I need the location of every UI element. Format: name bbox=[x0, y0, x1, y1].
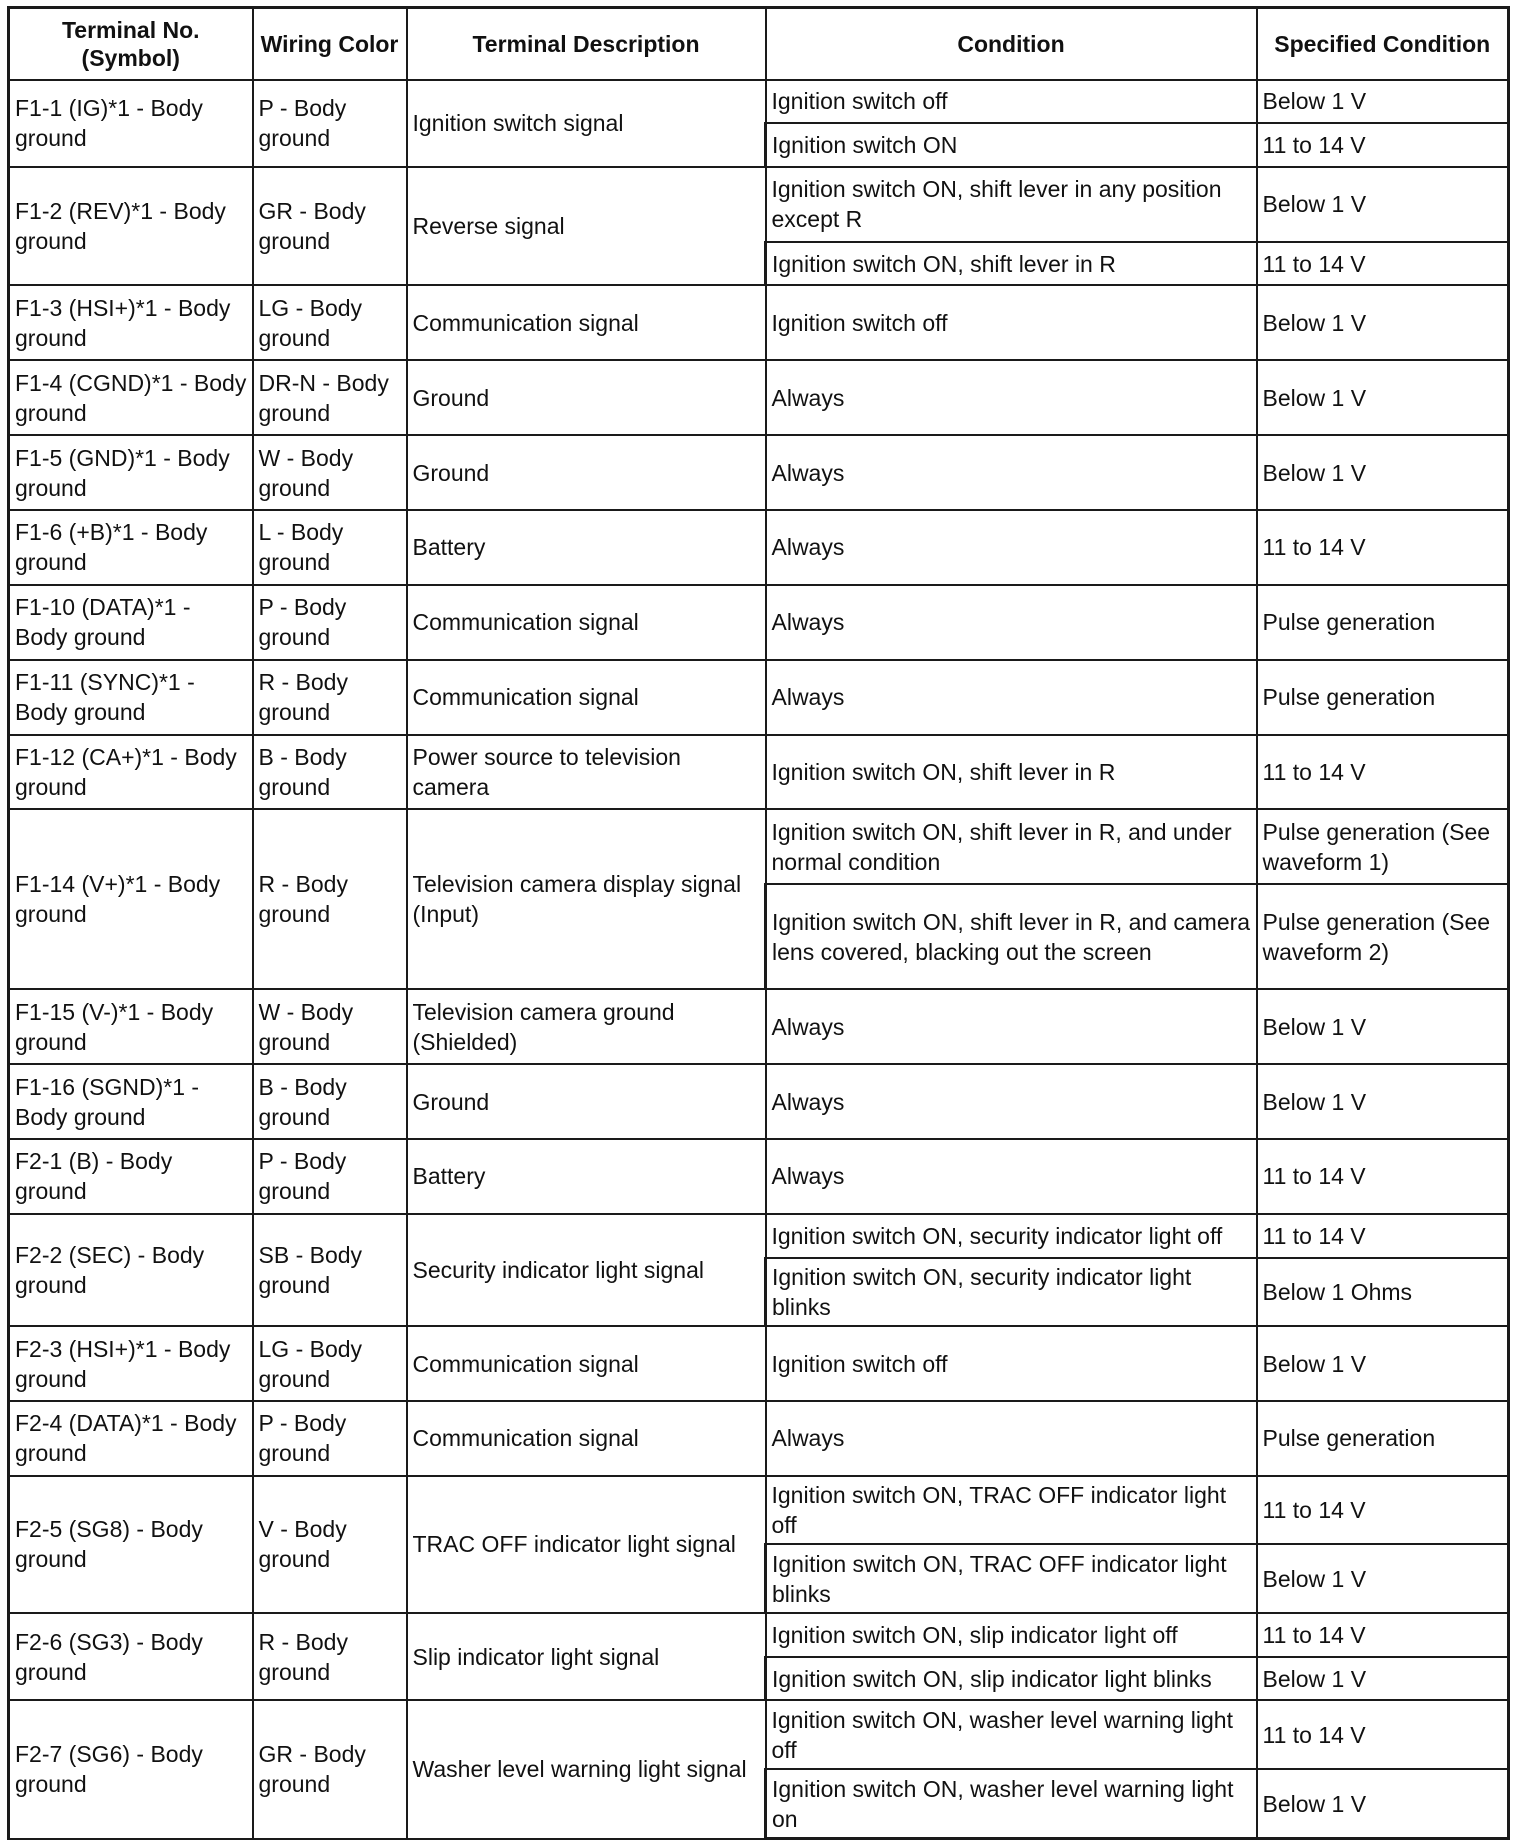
cell-specified: Below 1 V bbox=[1257, 1064, 1509, 1139]
cell-wiring: B - Body ground bbox=[253, 1064, 407, 1139]
cell-terminal: F1-5 (GND)*1 - Body ground bbox=[9, 435, 253, 510]
table-row bbox=[9, 1326, 1509, 1401]
cell-condition: Ignition switch ON, security indicator light off bbox=[766, 1214, 1257, 1258]
cell-terminal: F1-12 (CA+)*1 - Body ground bbox=[9, 735, 253, 810]
cell-specified: Below 1 V bbox=[1257, 80, 1509, 124]
cell-terminal: F1-14 (V+)*1 - Body ground bbox=[9, 809, 253, 989]
cell-specified: Below 1 V bbox=[1257, 1544, 1509, 1613]
cell-condition: Ignition switch ON, washer level warning light on bbox=[766, 1769, 1257, 1838]
cell-wiring: R - Body ground bbox=[253, 660, 407, 735]
cell-specified: Below 1 V bbox=[1257, 1769, 1509, 1838]
cell-description: Television camera ground (Shielded) bbox=[407, 989, 766, 1064]
cell-condition: Ignition switch ON, shift lever in R bbox=[766, 242, 1257, 286]
cell-description: Reverse signal bbox=[407, 167, 766, 286]
cell-wiring: P - Body ground bbox=[253, 1139, 407, 1214]
table-row bbox=[9, 167, 1509, 242]
header-terminal: Terminal No. (Symbol) bbox=[9, 8, 253, 80]
cell-specified: Below 1 V bbox=[1257, 1326, 1509, 1401]
cell-terminal: F2-5 (SG8) - Body ground bbox=[9, 1476, 253, 1613]
cell-terminal: F2-2 (SEC) - Body ground bbox=[9, 1214, 253, 1326]
cell-description: Communication signal bbox=[407, 660, 766, 735]
table-row bbox=[9, 360, 1509, 435]
cell-specified: Below 1 V bbox=[1257, 360, 1509, 435]
cell-wiring: R - Body ground bbox=[253, 809, 407, 989]
table-row bbox=[9, 80, 1509, 124]
cell-condition: Ignition switch ON, shift lever in R bbox=[766, 735, 1257, 810]
cell-description: Slip indicator light signal bbox=[407, 1613, 766, 1700]
table-row bbox=[9, 585, 1509, 660]
cell-description: Communication signal bbox=[407, 585, 766, 660]
cell-terminal: F1-10 (DATA)*1 - Body ground bbox=[9, 585, 253, 660]
cell-specified: 11 to 14 V bbox=[1257, 1139, 1509, 1214]
cell-condition: Ignition switch off bbox=[766, 285, 1257, 360]
cell-specified: Pulse generation (See waveform 2) bbox=[1257, 884, 1509, 989]
cell-description: Battery bbox=[407, 1139, 766, 1214]
table-row bbox=[9, 1064, 1509, 1139]
cell-wiring: LG - Body ground bbox=[253, 1326, 407, 1401]
cell-description: Communication signal bbox=[407, 285, 766, 360]
table-row bbox=[9, 735, 1509, 810]
cell-wiring: P - Body ground bbox=[253, 1401, 407, 1476]
cell-condition: Always bbox=[766, 1064, 1257, 1139]
table-row bbox=[9, 435, 1509, 510]
cell-terminal: F1-15 (V-)*1 - Body ground bbox=[9, 989, 253, 1064]
cell-terminal: F1-2 (REV)*1 - Body ground bbox=[9, 167, 253, 286]
cell-wiring: LG - Body ground bbox=[253, 285, 407, 360]
table-row bbox=[9, 510, 1509, 585]
cell-condition: Always bbox=[766, 360, 1257, 435]
cell-description: Ground bbox=[407, 360, 766, 435]
table-row bbox=[9, 1139, 1509, 1214]
table-row bbox=[9, 1214, 1509, 1258]
header-row bbox=[9, 8, 1509, 80]
cell-terminal: F1-1 (IG)*1 - Body ground bbox=[9, 80, 253, 167]
cell-condition: Ignition switch off bbox=[766, 1326, 1257, 1401]
cell-terminal: F1-3 (HSI+)*1 - Body ground bbox=[9, 285, 253, 360]
cell-terminal: F2-6 (SG3) - Body ground bbox=[9, 1613, 253, 1700]
cell-terminal: F2-4 (DATA)*1 - Body ground bbox=[9, 1401, 253, 1476]
header-condition: Condition bbox=[766, 8, 1257, 80]
terminal-table bbox=[7, 6, 1510, 1840]
header-specified: Specified Condition bbox=[1257, 8, 1509, 80]
cell-description: Ground bbox=[407, 1064, 766, 1139]
cell-specified: Below 1 V bbox=[1257, 1657, 1509, 1701]
cell-wiring: R - Body ground bbox=[253, 1613, 407, 1700]
cell-condition: Always bbox=[766, 585, 1257, 660]
cell-wiring: P - Body ground bbox=[253, 585, 407, 660]
cell-terminal: F2-7 (SG6) - Body ground bbox=[9, 1700, 253, 1838]
cell-terminal: F1-4 (CGND)*1 - Body ground bbox=[9, 360, 253, 435]
cell-condition: Ignition switch ON, shift lever in R, and under normal condition bbox=[766, 809, 1257, 884]
cell-wiring: V - Body ground bbox=[253, 1476, 407, 1613]
header-wiring: Wiring Color bbox=[253, 8, 407, 80]
cell-specified: Below 1 V bbox=[1257, 285, 1509, 360]
cell-description: Battery bbox=[407, 510, 766, 585]
cell-condition: Ignition switch ON, slip indicator light blinks bbox=[766, 1657, 1257, 1701]
cell-condition: Always bbox=[766, 989, 1257, 1064]
cell-wiring: B - Body ground bbox=[253, 735, 407, 810]
cell-condition: Ignition switch ON, shift lever in R, and camera lens covered, blacking out the screen bbox=[766, 884, 1257, 989]
cell-terminal: F1-6 (+B)*1 - Body ground bbox=[9, 510, 253, 585]
cell-description: TRAC OFF indicator light signal bbox=[407, 1476, 766, 1613]
table-row bbox=[9, 1476, 1509, 1545]
cell-wiring: DR-N - Body ground bbox=[253, 360, 407, 435]
cell-condition: Ignition switch ON, TRAC OFF indicator light blinks bbox=[766, 1544, 1257, 1613]
cell-specified: 11 to 14 V bbox=[1257, 123, 1509, 167]
cell-wiring: L - Body ground bbox=[253, 510, 407, 585]
cell-specified: 11 to 14 V bbox=[1257, 735, 1509, 810]
cell-description: Power source to television camera bbox=[407, 735, 766, 810]
cell-wiring: W - Body ground bbox=[253, 435, 407, 510]
cell-specified: Below 1 V bbox=[1257, 435, 1509, 510]
cell-specified: Pulse generation bbox=[1257, 585, 1509, 660]
cell-condition: Ignition switch ON, security indicator light blinks bbox=[766, 1258, 1257, 1327]
cell-description: Communication signal bbox=[407, 1401, 766, 1476]
cell-condition: Ignition switch ON, TRAC OFF indicator light off bbox=[766, 1476, 1257, 1545]
cell-specified: 11 to 14 V bbox=[1257, 1700, 1509, 1769]
table-row bbox=[9, 989, 1509, 1064]
table-row bbox=[9, 285, 1509, 360]
cell-specified: Pulse generation (See waveform 1) bbox=[1257, 809, 1509, 884]
cell-description: Ground bbox=[407, 435, 766, 510]
cell-terminal: F2-3 (HSI+)*1 - Body ground bbox=[9, 1326, 253, 1401]
cell-description: Communication signal bbox=[407, 1326, 766, 1401]
cell-condition: Ignition switch ON, washer level warning light off bbox=[766, 1700, 1257, 1769]
cell-specified: 11 to 14 V bbox=[1257, 242, 1509, 286]
cell-condition: Always bbox=[766, 1401, 1257, 1476]
cell-condition: Ignition switch ON, slip indicator light off bbox=[766, 1613, 1257, 1657]
cell-condition: Always bbox=[766, 510, 1257, 585]
cell-description: Television camera display signal (Input) bbox=[407, 809, 766, 989]
cell-specified: 11 to 14 V bbox=[1257, 510, 1509, 585]
cell-condition: Ignition switch ON, shift lever in any position except R bbox=[766, 167, 1257, 242]
cell-specified: Pulse generation bbox=[1257, 1401, 1509, 1476]
cell-specified: 11 to 14 V bbox=[1257, 1476, 1509, 1545]
cell-wiring: GR - Body ground bbox=[253, 167, 407, 286]
cell-condition: Ignition switch ON bbox=[766, 123, 1257, 167]
cell-specified: Below 1 Ohms bbox=[1257, 1258, 1509, 1327]
cell-specified: 11 to 14 V bbox=[1257, 1214, 1509, 1258]
cell-specified: 11 to 14 V bbox=[1257, 1613, 1509, 1657]
table-row bbox=[9, 660, 1509, 735]
table-row bbox=[9, 1401, 1509, 1476]
cell-wiring: P - Body ground bbox=[253, 80, 407, 167]
cell-condition: Always bbox=[766, 435, 1257, 510]
cell-description: Ignition switch signal bbox=[407, 80, 766, 167]
cell-specified: Below 1 V bbox=[1257, 167, 1509, 242]
header-description: Terminal Description bbox=[407, 8, 766, 80]
table-row bbox=[9, 809, 1509, 884]
table-body bbox=[9, 80, 1509, 1839]
cell-condition: Always bbox=[766, 1139, 1257, 1214]
cell-description: Washer level warning light signal bbox=[407, 1700, 766, 1838]
table-row bbox=[9, 1613, 1509, 1657]
cell-terminal: F1-11 (SYNC)*1 - Body ground bbox=[9, 660, 253, 735]
cell-wiring: SB - Body ground bbox=[253, 1214, 407, 1326]
cell-wiring: GR - Body ground bbox=[253, 1700, 407, 1838]
cell-condition: Ignition switch off bbox=[766, 80, 1257, 124]
cell-terminal: F2-1 (B) - Body ground bbox=[9, 1139, 253, 1214]
cell-description: Security indicator light signal bbox=[407, 1214, 766, 1326]
cell-terminal: F1-16 (SGND)*1 - Body ground bbox=[9, 1064, 253, 1139]
cell-wiring: W - Body ground bbox=[253, 989, 407, 1064]
table-row bbox=[9, 1700, 1509, 1769]
cell-specified: Below 1 V bbox=[1257, 989, 1509, 1064]
cell-condition: Always bbox=[766, 660, 1257, 735]
cell-specified: Pulse generation bbox=[1257, 660, 1509, 735]
